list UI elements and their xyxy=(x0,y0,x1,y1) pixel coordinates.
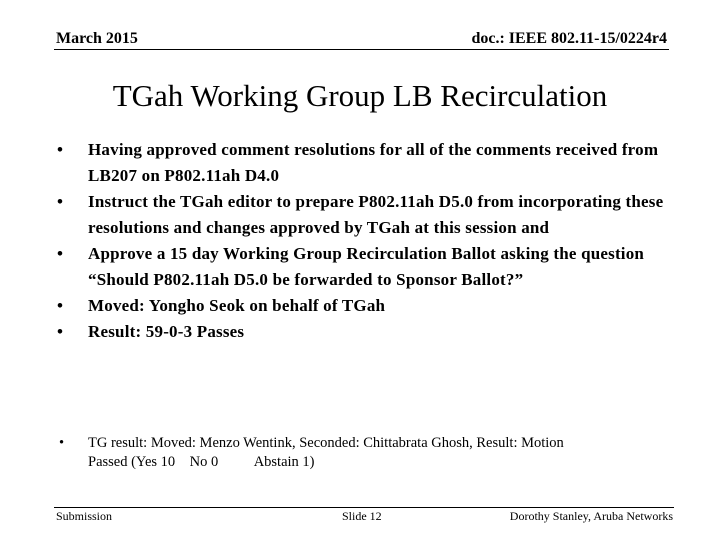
bullet-dot: • xyxy=(57,140,64,159)
bullet-text: Having approved comment resolutions for all of the comments received from LB207 on P802.11ah D4.0 xyxy=(88,140,659,185)
bullet-text: Result: 59-0-3 Passes xyxy=(88,322,245,341)
bullet-text: Moved: Yongho Seok on behalf of TGah xyxy=(88,296,386,315)
tg-result-line2: Passed (Yes 10 No 0 Abstain 1) xyxy=(88,454,315,470)
bullet-text: Instruct the TGah editor to prepare P802.11ah D5.0 from incorporating these resolutions and changes approved by TGah at this session and xyxy=(88,192,664,237)
slide-title: TGah Working Group LB Recirculation xyxy=(112,78,608,113)
tg-result-line1: TG result: Moved: Menzo Wentink, Seconded: Chittabrata Ghosh, Result: Motion xyxy=(88,435,564,451)
footer-rule xyxy=(54,507,674,508)
footer-author: Dorothy Stanley, Aruba Networks xyxy=(509,509,673,523)
footer-submission: Submission xyxy=(56,509,113,523)
bullet-dot: • xyxy=(57,322,64,341)
bullet-dot: • xyxy=(57,296,64,315)
tg-result-item xyxy=(55,434,675,472)
bullet-item xyxy=(55,189,675,241)
bullet-dot: • xyxy=(57,192,64,211)
bullet-item xyxy=(55,293,675,319)
bullet-item xyxy=(55,137,675,189)
bullet-dot: • xyxy=(59,435,65,451)
bullet-list xyxy=(55,137,675,345)
bullet-dot: • xyxy=(57,244,64,263)
tg-result-list xyxy=(55,434,675,472)
footer-slide-number: Slide 12 xyxy=(342,509,382,523)
bullet-text: Approve a 15 day Working Group Recirculation Ballot asking the question “Should P802.11ah D5.0 be forwarded to Sponsor Ballot?” xyxy=(88,244,645,289)
header-doc-id: doc.: IEEE 802.11-15/0224r4 xyxy=(471,30,667,47)
bullet-item xyxy=(55,319,675,345)
header-rule xyxy=(54,49,669,50)
bullet-item xyxy=(55,241,675,293)
header-date: March 2015 xyxy=(56,30,138,47)
